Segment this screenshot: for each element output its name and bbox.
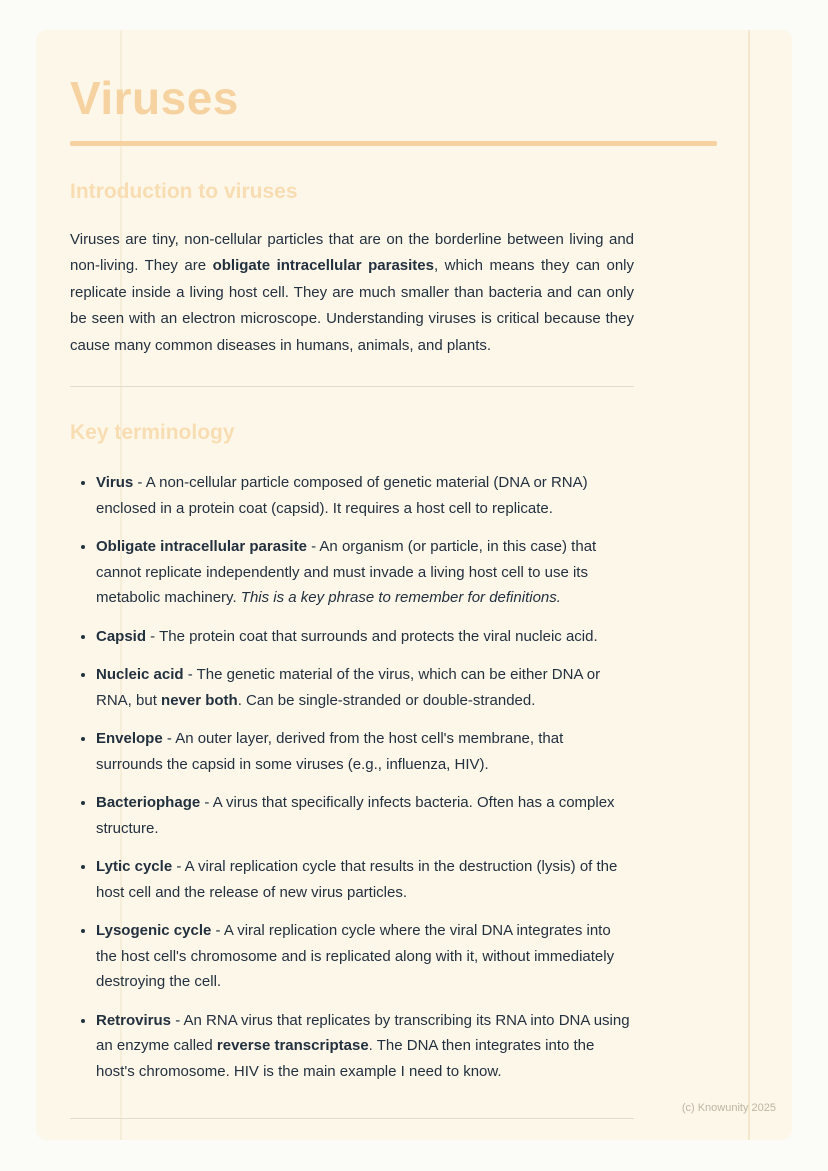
notebook-line-right <box>748 30 750 1140</box>
term-item: • Virus - A non-cellular particle composed of genetic material (DNA or RNA) enclosed in a protein coat (capsid). It requires a host cell to replicate. <box>96 470 634 521</box>
section-heading-terminology: Key terminology <box>70 421 235 445</box>
section-divider <box>70 386 634 387</box>
term-item: • Lysogenic cycle - A viral replication cycle where the viral DNA integrates into the host cell's chromosome and is replicated along with it, without immediately destroying the cell. <box>96 918 634 995</box>
terminology-list <box>70 470 634 1084</box>
term-item: • Lytic cycle - A viral replication cycle that results in the destruction (lysis) of the host cell and the release of new virus particles. <box>96 854 634 905</box>
document-page <box>36 30 792 1140</box>
document-content <box>70 30 634 1119</box>
page-title: Viruses <box>70 72 239 124</box>
copyright-footer: (c) Knowunity 2025 <box>681 1102 776 1114</box>
intro-paragraph: Viruses are tiny, non-cellular particles that are on the borderline between living and non-living. They are obligate intracellular parasites, which means they can only replicate inside a living host cell. They are much smaller than bacteria and can only be seen with an electron microscope. Understanding viruses is critical because they cause many common diseases in humans, animals, and plants. <box>70 230 635 354</box>
term-item: • Capsid - The protein coat that surrounds and protects the viral nucleic acid. <box>96 624 634 650</box>
term-item: • Nucleic acid - The genetic material of the virus, which can be either DNA or RNA, but never both. Can be single-stranded or double-stranded. <box>96 662 634 713</box>
term-item: • Retrovirus - An RNA virus that replicates by transcribing its RNA into DNA using an enzyme called reverse transcriptase. The DNA then integrates into the host's chromosome. HIV is the main example I need to know. <box>96 1008 634 1085</box>
bottom-divider <box>70 1118 634 1119</box>
title-underline-rule <box>70 141 717 146</box>
term-item: • Bacteriophage - A virus that specifically infects bacteria. Often has a complex structure. <box>96 790 634 841</box>
term-item: • Envelope - An outer layer, derived from the host cell's membrane, that surrounds the capsid in some viruses (e.g., influenza, HIV). <box>96 726 634 777</box>
section-heading-introduction: Introduction to viruses <box>70 179 298 203</box>
term-item: • Obligate intracellular parasite - An organism (or particle, in this case) that cannot replicate independently and must invade a living host cell to use its metabolic machinery. This is a key phrase to remember for definitions. <box>96 534 634 611</box>
